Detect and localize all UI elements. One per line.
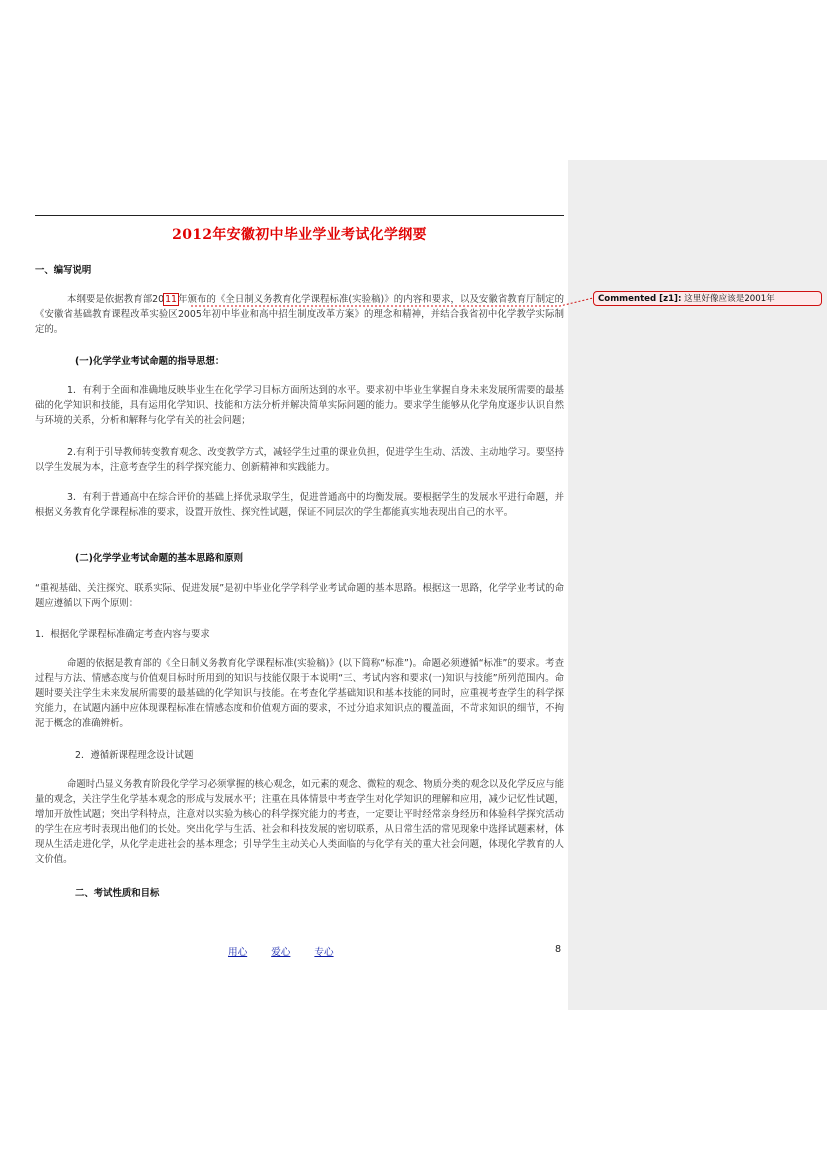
paragraph-guideline-2: 2.有利于引导教师转变教育观念、改变教学方式，减轻学生过重的课业负担，促进学生生动、活泼、主动地学习。要坚持以学生发展为本，注意考查学生的科学探究能力、创新精神和实践能力。 (35, 447, 564, 473)
paragraph-principle-1: 命题的依据是教育部的《全日制义务教育化学课程标准(实验稿)》(以下简称“标准”)。命题必须遵循“标准”的要求。考查过程与方法、情感态度与价值观目标时所用到的知识与技能仅限于本说明“三、考试内容和要求(一)知识与技能”所列范围内。命题时要关注学生未来发展所需要的最基础的化学知识与技能。在考查化学基础知识和基本技能的同时，应重视考查学生的科学探究能力，在试题内涵中应体现课程标准在情感态度和价值观方面的要求，不过分追求知识点的覆盖面，不苛求知识的细节，不拘泥于概念的准确辨析。 (35, 658, 564, 729)
page-number: 8 (555, 944, 562, 955)
principle-2-heading: 2．遵循新课程理念设计试题 (75, 750, 194, 761)
section-heading-1: 一、编写说明 (35, 265, 92, 276)
paragraph-intro-text-1: 本纲要是依据教育部20 (67, 294, 165, 305)
page-footer (228, 944, 358, 958)
comment-balloon[interactable] (593, 291, 822, 306)
comment-author-label: Commented [z1]: (598, 294, 682, 304)
section-heading-2: 二、考试性质和目标 (75, 888, 160, 899)
paragraph-intro-text-2: 年颁布的《全日制义务教育化学课程标准(实验稿)》的内容和要求，以及安徽省教育厅制定的《安徽省基础教育课程改革实验区2005年初中毕业和高中招生制度改革方案》的理念和精神，并结合我省初中化学教学实际制定的。 (35, 294, 564, 335)
comment-text: 这里好像应该是2001年 (684, 294, 775, 304)
footer-item-1: 用心 (228, 947, 248, 958)
paragraph-principle-2: 命题时凸显义务教育阶段化学学习必须掌握的核心观念，如元素的观念、微粒的观念、物质分类的观念以及化学反应与能量的观念，关注学生化学基本观念的形成与发展水平；注重在具体情景中考查学生对化学知识的理解和应用，减少记忆性试题，增加开放性试题；突出学科特点，注意对以实验为核心的科学探究能力的考查，一定要让平时经常亲身经历和体验科学探究活动的学生在应考时表现出他们的长处。突出化学与生活、社会和科技发展的密切联系，从日常生活的常见现象中选择试题素材，体现从生活走进化学，从化学走进社会的基本理念；引导学生主动关心人类面临的与化学有关的重大社会问题，体现化学教育的人文价值。 (35, 779, 564, 865)
commented-text-highlight[interactable]: 11 (165, 294, 178, 305)
footer-item-3: 专心 (314, 947, 334, 958)
document-title: 2012年安徽初中毕业学业考试化学纲要 (172, 227, 427, 243)
paragraph-guideline-3: 3．有利于普通高中在综合评价的基础上择优录取学生，促进普通高中的均衡发展。要根据学生的发展水平进行命题，并根据义务教育化学课程标准的要求，设置开放性、探究性试题，保证不同层次的学生都能真实地表现出自己的水平。 (35, 492, 564, 518)
paragraph-guideline-1: 1．有利于全面和准确地反映毕业生在化学学习目标方面所达到的水平。要求初中毕业生掌握自身未来发展所需要的最基础的化学知识和技能，具有运用化学知识、技能和方法分析并解决简单实际问题的能力。要求学生能够从化学角度逐步认识自然与环境的关系，分析和解释与化学有关的社会问题； (35, 385, 564, 426)
subsection-heading-2: (二)化学学业考试命题的基本思路和原则 (75, 553, 243, 564)
footer-item-2: 爱心 (271, 947, 291, 958)
principle-1-heading: 1．根据化学课程标准确定考查内容与要求 (35, 629, 210, 640)
subsection-heading-1: (一)化学学业考试命题的指导思想： (75, 356, 225, 367)
paragraph-principles: “重视基础、关注探究、联系实际、促进发展”是初中毕业化学学科学业考试命题的基本思路。根据这一思路，化学学业考试的命题应遵循以下两个原则： (35, 583, 564, 609)
